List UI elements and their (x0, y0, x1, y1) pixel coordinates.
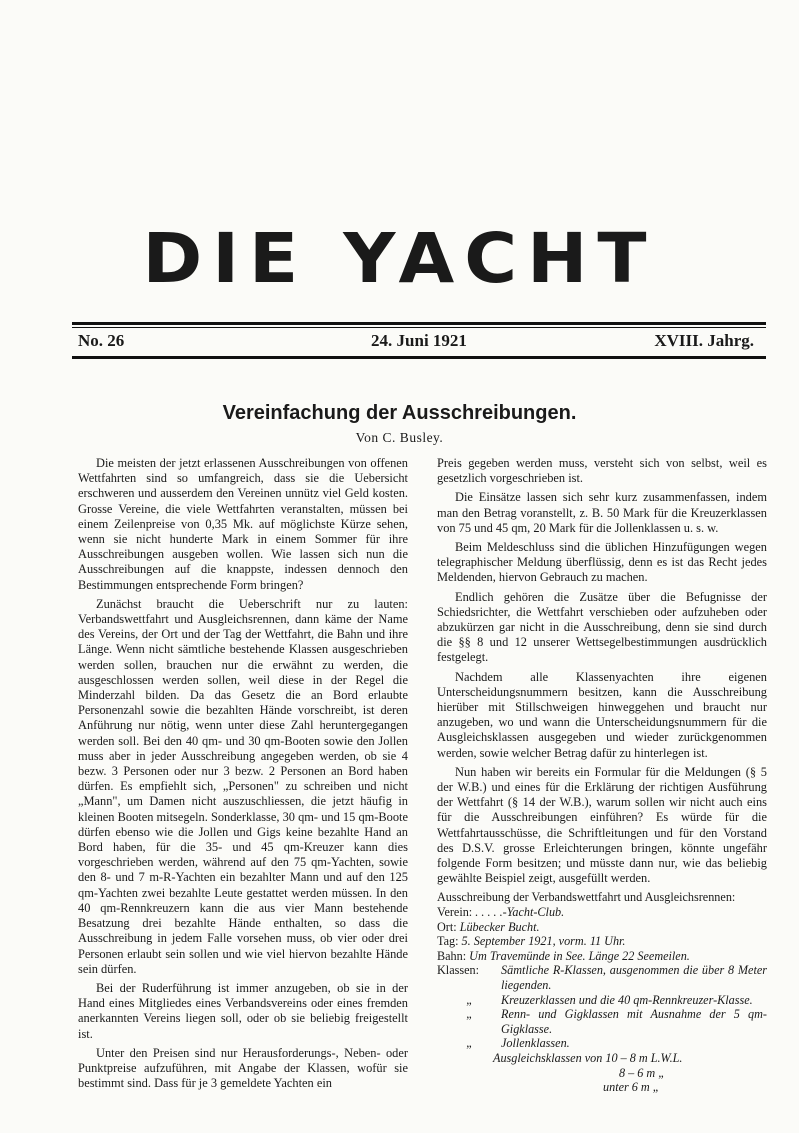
form-klassen-item: Renn- und Gigklassen mit Ausnahme der 5 qm-Gigklasse. (501, 1007, 767, 1036)
form-ausgleich-line: 8 – 6 m „ (619, 1065, 666, 1080)
paragraph: Preis gegeben werden muss, versteht sich von selbst, weil es gesetzlich vorgeschrieben ist. (437, 456, 767, 486)
right-column (437, 456, 767, 1095)
ditto-mark: „ (466, 992, 472, 1007)
form-tag (437, 934, 767, 949)
article-title: Vereinfachung der Ausschreibungen. (222, 402, 577, 424)
form-ausgleich-line: Ausgleichsklassen von 10 – 8 m L.W.L. (493, 1051, 683, 1066)
form-verein (437, 905, 767, 920)
issue-line (72, 330, 766, 354)
paragraph: Zunächst braucht die Ueberschrift nur zu lauten: Verbandswettfahrt und Ausgleichsrennen, dann käme der Name des Vereins, der Ort und der Tag der Wettfahrt, die Bahn und ihre Länge. Wenn nicht sämtliche bestehende Klassen ausgeschrieben werden sollen, brauchen nur die erwähnt zu werden, die ausgeschlossen werden sollen, weil diese in der Regel die Minderzahl bilden. Da das Gesetz die an Bord erlaubte Personenzahl sowie die bezahlten Hände vorschreibt, ist deren Anführung nur nötig, wenn unter diese Zahl heruntergegangen werden soll. Bei den 40 qm- und 30 qm-Booten sowie den Jollen muss aber in jeder Ausschreibung angegeben werden, ob sie 4 bezw. 3 Personen oder nur 3 bezw. 2 Personen an Bord haben dürfen. Es empfiehlt sich, „Personen" zu schreiben und nicht „Mann", um Damen nicht auszuschliessen, die jetzt häufig in kleinen Booten mitsegeln. Sonderklasse, 30 qm- und 15 qm-Boote dürfen ebenso wie die Jollen und Gigs keine bezahlte Hand an Bord haben, für die 35- und 45 qm-Kreuzer kann dies vorgeschrieben werden, während auf den 75 qm-Yachten, sowie den 8- und 7 m-R-Yachten ein bezahlter Mann und auf den 125 qm-Yachten zwei bezahlte Leute gestattet werden müssen. In den 40 qm-Rennkreuzern kann die aus vier Mann bestehende Besatzung drei bezahlte Hände enthalten, so dass die Ausschreibung in jedem Falle vorsehen muss, ob vier oder drei Personen erlaubt sein sollen und wie viel hiervon bezahlte Hände sein dürfen. (78, 596, 408, 976)
left-column (78, 456, 408, 1095)
paragraph: Beim Meldeschluss sind die üblichen Hinzufügungen wegen telegraphischer Meldung überflüssig, denn es ist das Recht jedes Meldenden, hiervon Gebrauch zu machen. (437, 540, 767, 585)
article-byline: Von C. Busley. (355, 430, 444, 445)
form-klassen-row (437, 963, 767, 992)
issue-number: No. 26 (78, 331, 125, 350)
paragraph: Die meisten der jetzt erlassenen Ausschreibungen von offenen Wettfahrten sind so umfangreich, dass sie die Uebersicht erschweren und ausserdem den Vereinen unnütz viel Geld kosten. Grosse Vereine, die viele Wettfahrten veranstalten, müssen bei einem Zeilenpreise von 0,35 Mk. auf möglichste Kürze sehen, wenn sie nicht hunderte Mark in einem Sommer für ihre Ausschreibungen ausgeben wollen. Wie lassen sich nun die Ausschreibungen auf die knappste, indessen dennoch den Bestimmungen entsprechende Form bringen? (78, 456, 408, 592)
header-rule-top (72, 322, 766, 325)
header-rule-top-thin (72, 327, 766, 328)
form-tag-label: Tag: (437, 934, 459, 949)
form-heading: Ausschreibung der Verbandswettfahrt und Ausgleichsrennen: (437, 890, 736, 905)
form-klassen-row (437, 1007, 767, 1036)
issue-volume: XVIII. Jahrg. (654, 331, 754, 350)
paragraph: Nun haben wir bereits ein Formular für die Meldungen (§ 5 der W.B.) und eines für die Erklärung der richtigen Ausführung der Wettfahrt (§ 14 der W.B.), warum sollen wir nicht auch eins für die Ausschreibungen einführen? Es würde für die Wettfahrtausschüsse, die Schriftleitungen und für den Vorstand des D.S.V. grosse Erleichterungen bringen, könnte ungefähr folgende Form besitzen; und müsste dann nur, wie das beliebig gewählte Beispiel zeigt, ausgefüllt werden. (437, 764, 767, 886)
form-verein-value: . . . . .-Yacht-Club. (475, 905, 565, 920)
form-ausgleich-line: unter 6 m „ (603, 1080, 660, 1095)
form-klassen-item: Sämtliche R-Klassen, ausgenommen die über 8 Meter liegenden. (501, 963, 767, 993)
form-verein-label: Verein: (437, 905, 473, 920)
paragraph: Bei der Ruderführung ist immer anzugeben, ob sie in der Hand eines Mitgliedes eines Verbandsvereins oder eines fremden anerkannten Vereins liegen soll, oder ob sie beliebig freigestellt ist. (78, 980, 408, 1041)
form-klassen-item: Kreuzerklassen und die 40 qm-Rennkreuzer-Klasse. (501, 992, 753, 1007)
ditto-mark: „ (466, 1007, 472, 1022)
form-ort-value: Lübecker Bucht. (459, 919, 540, 934)
header-rule-bottom (72, 356, 766, 359)
form-klassen-row (437, 1036, 767, 1051)
ditto-mark: „ (466, 1036, 472, 1051)
form-bahn (437, 949, 767, 964)
form-ort-label: Ort: (437, 919, 457, 934)
paragraph: Nachdem alle Klassenyachten ihre eigenen Unterscheidungsnummern besitzen, kann die Ausschreibung hierüber mit Stillschweigen hinweggehen und braucht nur anzugeben, wo und wann die Unterscheidungsnummern für die Ausgleichsklassen ausgegeben und wieder zurückgenommen werden, sowie welcher Betrag dafür zu hinterlegen ist. (437, 669, 767, 760)
form-klassen-row (437, 993, 767, 1008)
paragraph: Endlich gehören die Zusätze über die Befugnisse der Schiedsrichter, die Wettfahrt verschieben oder aufzuheben oder abzukürzen gar nicht in die Ausschreibung, denn sie sind durch die §§ 8 und 12 unserer Wettsegelbestimmungen ausdrücklich festgelegt. (437, 589, 767, 665)
form-bahn-value: Um Travemünde in See. Länge 22 Seemeilen. (469, 948, 690, 963)
form-tag-value: 5. September 1921, vorm. 11 Uhr. (461, 934, 626, 949)
form-bahn-label: Bahn: (437, 948, 467, 963)
paragraph: Die Einsätze lassen sich sehr kurz zusammenfassen, indem man den Betrag voranstellt, z. B. 50 Mark für die Kreuzerklassen von 75 und 45 qm, 20 Mark für die Jollenklassen u. s. w. (437, 490, 767, 535)
paragraph: Unter den Preisen sind nur Herausforderungs-, Neben- oder Punktpreise aufzuführen, mit Angabe der Klassen, wofür sie bestimmt sind. Dass für je 3 gemeldete Yachten ein (78, 1045, 408, 1091)
form-klassen-item: Jollenklassen. (501, 1036, 570, 1051)
issue-date: 24. Juni 1921 (371, 331, 467, 350)
sample-form (437, 890, 767, 1094)
form-klassen-label: Klassen: (437, 963, 479, 978)
form-ort (437, 920, 767, 935)
masthead-title: DIE YACHT (142, 218, 657, 298)
